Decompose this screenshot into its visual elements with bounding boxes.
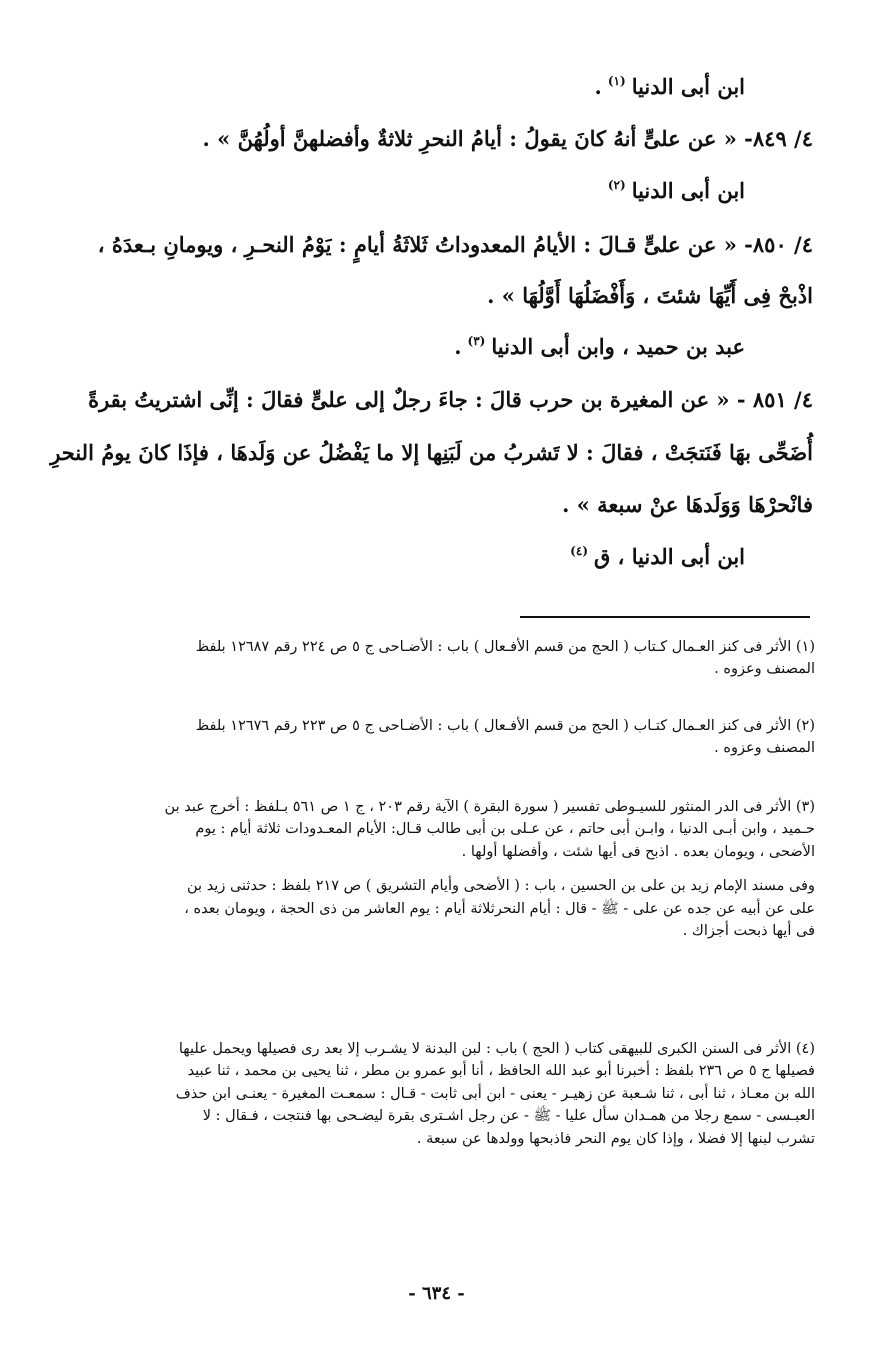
hadith-851-line-3: فانْحرْهَا وَوَلَدهَا عنْ سبعة » . bbox=[562, 492, 813, 517]
footnote-divider bbox=[520, 616, 810, 618]
footnote-2 bbox=[55, 715, 815, 760]
hadith-849: ٤/ ٨٤٩- « عن علىٍّ أنهُ كانَ يقولُ : أيامُ النحرِ ثلاثةٌ وأفضلهنَّ أولُهُنَّ » . bbox=[202, 126, 813, 151]
footnote-line: فصيلها ج ٥ ص ٢٣٦ بلفظ : أخبرنا أبو عبد الله الحافظ ، أنا أبو عمرو بن مطر ، ثنا يحيى بن محمد ، ثنا عبيد bbox=[187, 1063, 815, 1080]
footnote-line: المصنف وعزوه . bbox=[714, 740, 815, 757]
footnote-line: حـميد ، وابن أبـى الدنيا ، وابـن أبى حاتم ، عن عـلى بن أبى طالب قـال: الأيام المعـدودات ثلاثة أيام : يوم bbox=[195, 821, 815, 838]
hadith-850-line-2: اذْبحْ فِى أَيِّهَا شئتَ ، وَأَفْضَلُهَا أَوَّلُهَا » . bbox=[487, 283, 813, 308]
page-number: - ٦٣٤ - bbox=[408, 1283, 465, 1304]
main-line-1: ابن أبى الدنيا$^{(١)}$. bbox=[594, 74, 745, 99]
footnote-line: وفى مسند الإمام زيد بن على بن الحسين ، باب : ( الأضحى وأيام التشريق ) ص ٢١٧ بلفظ : حدثنى زيد بن bbox=[187, 878, 815, 895]
footnote-3 bbox=[55, 796, 815, 943]
footnote-line: (٤) الأثر فى السنن الكبرى للبيهقى كتاب ( الحج ) باب : لبن البدنة لا يشـرب إلا بعد رى فصيلها ويحمل عليها bbox=[178, 1041, 815, 1057]
main-line-10: ابن أبى الدنيا ، ق$^{(٤)}$ bbox=[570, 544, 745, 569]
line-end-dot: . bbox=[454, 334, 462, 359]
footnote-ref-3: (٣) bbox=[467, 334, 486, 348]
footnote-line: (٣) الأثر فى الدر المنثور للسيـوطى تفسير ( سورة البقرة ) الآية رقم ٢٠٣ ، ج ١ ص ٥٦١ بـلفظ : أخرج عبد بن bbox=[164, 799, 815, 815]
footnote-line: الأضحى ، ويومان بعده . اذبح فى أيها شئت ، وأفضلها أولها . bbox=[461, 843, 815, 860]
hadith-851-line-1: ٤/ ٨٥١ - « عن المغيرة بن حرب قالَ : جاءَ رجلٌ إلى علىٍّ فقالَ : إنِّى اشتريتُ بقرةً bbox=[88, 387, 813, 412]
footnote-1 bbox=[55, 636, 815, 681]
footnote-line: (١) الأثر فى كنز العـمال كـتاب ( الحج من قسم الأفـعال ) باب : الأضـاحى ج ٥ ص ٢٢٤ رقم ١٢٦٨٧ بلفظ bbox=[195, 639, 815, 655]
line-end-dot: . bbox=[594, 74, 602, 99]
footnote-4 bbox=[55, 1038, 815, 1150]
footnote-line: على عن أبيه عن جده عن على - ﷺ - قال : أيام النحرثلاثة أيام : يوم العاشر من ذى الحجة ، ويومان بعده ، bbox=[184, 900, 815, 917]
footnote-ref-1: (١) bbox=[607, 74, 626, 88]
footnote-3-extra bbox=[55, 875, 815, 942]
footnote-line: فى أيها ذبحت أجزاك . bbox=[682, 923, 815, 940]
hadith-851-line-2: أُضَحِّى بهَا فَنَتجَتْ ، فقالَ : لا تَشربُ من لَبَنِها إلا ما يَفْضُلُ عن وَلَدهَا ، فإذَا كانَ يومُ النحرِ bbox=[50, 440, 813, 465]
hadith-850-line-1: ٤/ ٨٥٠- « عن علىٍّ قـالَ : الأيامُ المعدوداتُ ثَلاثَةُ أيامٍ : يَوْمُ النحـرِ ، ويومانِ بـعدَهُ ، bbox=[97, 232, 813, 257]
footnote-line: الله بن معـاذ ، ثنا أبى ، ثنا شـعبة عن زهيـر - يعنى - ابن أبى ثابت - قـال : سمعـت المغيرة - يعنـى ابن حذف bbox=[175, 1085, 815, 1102]
footnote-line: تشرب لبنها إلا فضلا ، وإذا كان يوم النحر فاذبحها وولدها عن سبعة . bbox=[416, 1130, 815, 1147]
footnote-ref-4: (٤) bbox=[570, 544, 588, 558]
main-line-3: ابن أبى الدنيا$^{(٢)}$ bbox=[607, 178, 745, 203]
footnote-line: العبـسى - سمع رجلا من همـدان سأل عليا - ﷺ - عن رجل اشـترى بقرة ليضـحى بها فنتجت ، فـقال : لا bbox=[202, 1108, 815, 1125]
footnote-line: (٢) الأثر فى كنز العـمال كتـاب ( الحج من قسم الأفـعال ) باب : الأضـاحى ج ٥ ص ٢٢٣ رقم ١٢٦٧٦ بلفظ bbox=[195, 718, 815, 734]
footnote-line: المصنف وعزوه . bbox=[714, 661, 815, 678]
main-line-6: عبد بن حميد ، وابن أبى الدنيا$^{(٣)}$. bbox=[454, 334, 745, 359]
footnote-ref-2: (٢) bbox=[607, 178, 626, 192]
